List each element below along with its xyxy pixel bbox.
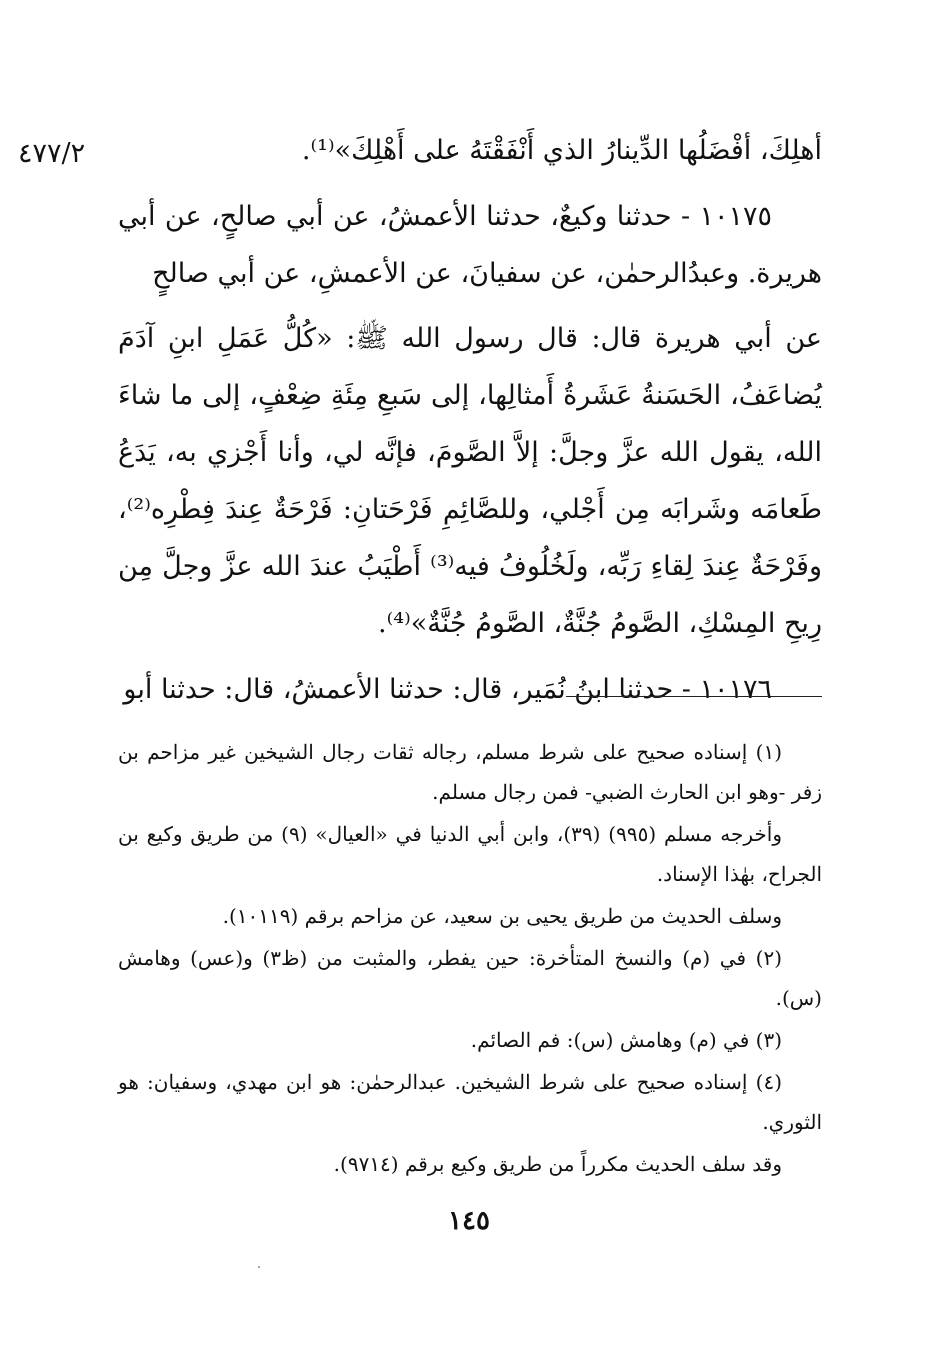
hadith-10176-isnad: ١٠١٧٦ - حدثنا ابنُ نُمَير، قال: حدثنا الأعمشُ، قال: حدثنا أبو [123, 674, 772, 705]
hadith-ending-line: أهلِكَ، أفْضَلُها الدِّينارُ الذي أَنْفَقْتَهُ على أَهْلِكَ»⁽¹⁾. [301, 135, 822, 166]
footnote-3: (٣) في (م) وهامش (س): فم الصائم. [470, 1028, 782, 1052]
page-number: ١٤٥ [448, 1206, 490, 1236]
scan-speck [258, 1266, 260, 1268]
main-text [118, 122, 822, 718]
footnote-4: (٤) إسناده صحيح على شرط الشيخين. عبدالرحمٰن: هو ابن مهدي، وسفيان: هو الثوري. [118, 1070, 822, 1134]
hadith-10175-isnad: ١٠١٧٥ - حدثنا وكيعٌ، حدثنا الأعمشُ، عن أبي صالحٍ، عن أبي هريرة. وعبدُالرحمٰن، عن سفيانَ، عن الأعمشِ، عن أبي صالحٍ [118, 201, 822, 289]
footnote-divider [566, 696, 822, 697]
footnote-1-takhrij: وأخرجه مسلم (٩٩٥) (٣٩)، وابن أبي الدنيا في «العيال» (٩) من طريق وكيع بن الجراح، بهٰذا الإسناد. [118, 822, 822, 886]
footnote-2: (٢) في (م) والنسخ المتأخرة: حين يفطر، والمثبت من (ظ٣) و(عس) وهامش (س). [118, 946, 822, 1010]
footnote-1-cross-ref: وسلف الحديث من طريق يحيى بن سعيد، عن مزاحم برقم (١٠١١٩). [222, 904, 782, 928]
footnote-4-cross-ref: وقد سلف الحديث مكرراً من طريق وكيع برقم (٩٧١٤). [333, 1152, 782, 1176]
footnotes [118, 732, 822, 1186]
volume-page-reference: ٤٧٧/٢ [18, 138, 86, 169]
footnote-1: (١) إسناده صحيح على شرط مسلم، رجاله ثقات رجال الشيخين غير مزاحم بن زفر -وهو ابن الحارث الضبي- فمن رجال مسلم. [118, 740, 822, 804]
hadith-10175-matn: عن أبي هريرة قال: قال رسول الله ﷺ: «كُلُّ عَمَلِ ابنِ آدَمَ يُضاعَفُ، الحَسَنةُ عَشَرةُ أَمثالِها، إلى سَبعِ مِئَةِ ضِعْفٍ، إلى ما شاءَ الله، يقول الله عزَّ وجلَّ: إلاَّ الصَّومَ، فإنَّه لي، وأنا أَجْزي به، يَدَعُ طَعامَه وشَرابَه مِن أَجْلي، وللصَّائِمِ فَرْحَتانِ: فَرْحَةٌ عِندَ فِطْرِه⁽²⁾، وفَرْحَةٌ عِندَ لِقاءِ رَبِّه، ولَخُلُوفُ فيه⁽³⁾ أَطْيَبُ عندَ الله عزَّ وجلَّ مِن رِيحِ المِسْكِ، الصَّومُ جُنَّةٌ، الصَّومُ جُنَّةٌ»⁽⁴⁾. [118, 323, 822, 639]
